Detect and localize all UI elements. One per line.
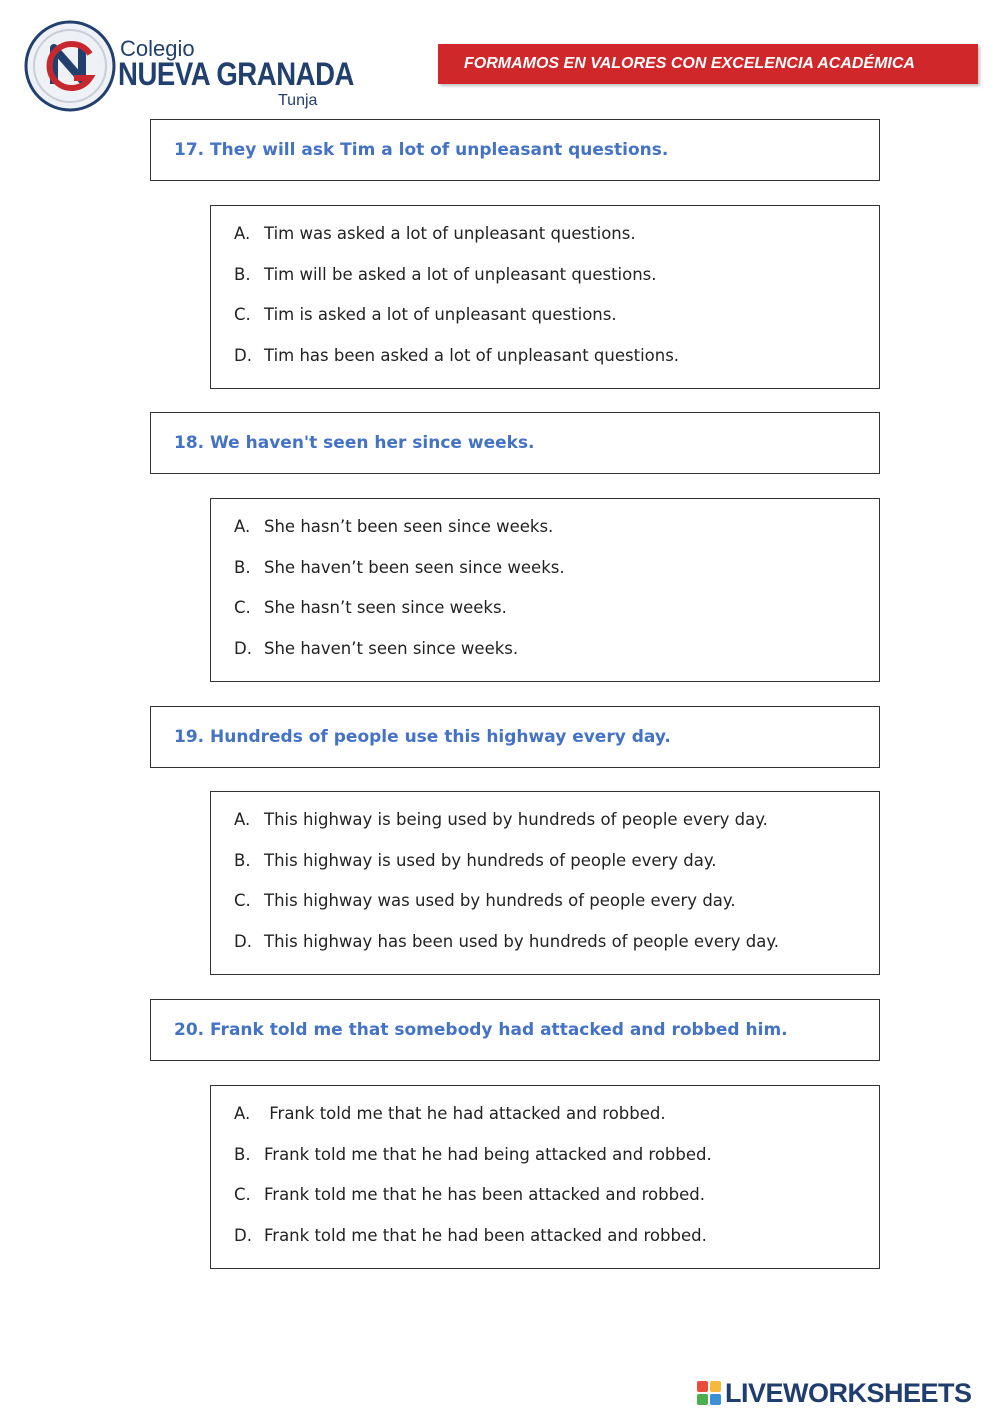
options-box-20: [210, 1085, 880, 1269]
question-prompt: 19. Hundreds of people use this highway every day.: [174, 727, 671, 747]
liveworksheets-brand: LIVEWORKSHEETS: [725, 1377, 972, 1408]
question-box-19: [150, 706, 880, 768]
question-prompt: 18. We haven't seen her since weeks.: [174, 433, 535, 453]
option-letter: B.: [234, 1144, 251, 1164]
logo-colegio: Colegio: [120, 36, 195, 61]
option-d[interactable]: [234, 639, 879, 680]
option-text: Frank told me that he had attacked and robbed.: [264, 1104, 666, 1123]
option-letter: A.: [234, 810, 251, 829]
option-letter: A.: [234, 517, 251, 536]
option-text: Tim will be asked a lot of unpleasant questions.: [264, 264, 657, 284]
question-box-20: [150, 999, 880, 1061]
school-emblem-icon: [24, 20, 116, 112]
option-text: This highway was used by hundreds of people every day.: [264, 891, 736, 910]
option-text: This highway has been used by hundreds of people every day.: [264, 931, 780, 951]
option-text: This highway is being used by hundreds of people every day.: [264, 810, 768, 829]
option-letter: D.: [234, 1225, 252, 1245]
logo-city: Tunja: [278, 92, 318, 109]
option-text: Tim has been asked a lot of unpleasant questions.: [264, 345, 680, 365]
option-c[interactable]: [234, 1185, 879, 1226]
option-letter: A.: [234, 1104, 251, 1123]
school-logo: [24, 20, 354, 115]
option-a[interactable]: [234, 810, 879, 851]
logo-school-name: NUEVA GRANADA: [118, 56, 354, 92]
question-prompt: 20. Frank told me that somebody had attacked and robbed him.: [174, 1020, 788, 1040]
option-letter: B.: [234, 264, 251, 284]
option-b[interactable]: [234, 1145, 879, 1186]
option-letter: D.: [234, 345, 252, 365]
question-box-18: [150, 412, 880, 474]
question-prompt: 17. They will ask Tim a lot of unpleasant questions.: [174, 140, 669, 160]
option-b[interactable]: [234, 558, 879, 599]
option-text: Tim is asked a lot of unpleasant questions.: [264, 305, 617, 324]
option-c[interactable]: [234, 891, 879, 932]
option-letter: C.: [234, 1185, 251, 1204]
option-d[interactable]: [234, 346, 879, 387]
option-letter: C.: [234, 305, 251, 324]
option-letter: D.: [234, 638, 252, 658]
option-d[interactable]: [234, 1226, 879, 1267]
option-a[interactable]: [234, 1104, 879, 1145]
question-box-17: [150, 119, 880, 181]
option-text: This highway is used by hundreds of people every day.: [264, 850, 717, 870]
option-c[interactable]: [234, 598, 879, 639]
option-text: She haven’t been seen since weeks.: [264, 557, 565, 577]
liveworksheets-logo: [697, 1378, 993, 1408]
option-letter: B.: [234, 557, 251, 577]
option-b[interactable]: [234, 851, 879, 892]
option-letter: C.: [234, 891, 251, 910]
option-a[interactable]: [234, 224, 879, 265]
option-letter: A.: [234, 224, 251, 243]
options-box-19: [210, 791, 880, 975]
option-text: She hasn’t been seen since weeks.: [264, 517, 554, 536]
option-a[interactable]: [234, 517, 879, 558]
option-text: She haven’t seen since weeks.: [264, 638, 519, 658]
option-letter: B.: [234, 850, 251, 870]
option-text: Frank told me that he had been attacked and robbed.: [264, 1225, 707, 1245]
option-d[interactable]: [234, 932, 879, 973]
option-letter: D.: [234, 931, 252, 951]
option-text: Tim was asked a lot of unpleasant questions.: [264, 224, 636, 243]
option-text: Frank told me that he has been attacked and robbed.: [264, 1185, 705, 1204]
options-box-17: [210, 205, 880, 389]
motto-banner: FORMAMOS EN VALORES CON EXCELENCIA ACADÉMICA: [438, 44, 978, 84]
option-letter: C.: [234, 598, 251, 617]
liveworksheets-mark-icon: [697, 1381, 721, 1405]
option-text: She hasn’t seen since weeks.: [264, 598, 507, 617]
option-text: Frank told me that he had being attacked and robbed.: [264, 1144, 712, 1164]
option-b[interactable]: [234, 265, 879, 306]
option-c[interactable]: [234, 305, 879, 346]
options-box-18: [210, 498, 880, 682]
